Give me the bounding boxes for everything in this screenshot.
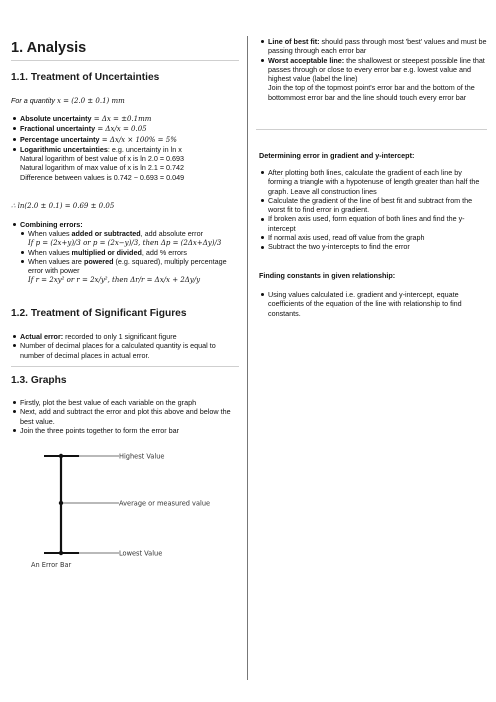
text: Subtract the two y-intercepts to find the error bbox=[268, 242, 410, 252]
point-highest bbox=[59, 454, 63, 458]
list-item bbox=[11, 257, 239, 285]
text: Join the top of the topmost point's error bar and the bottom of the bottommost error bar and the line should touch every error bar bbox=[268, 83, 475, 102]
list-item bbox=[259, 56, 487, 102]
text-bold: added or subtracted bbox=[71, 229, 141, 239]
point-lowest bbox=[59, 551, 63, 555]
list-item bbox=[11, 114, 239, 124]
list-item bbox=[11, 341, 239, 360]
label-highest: Highest Value bbox=[119, 452, 165, 461]
list-item bbox=[11, 220, 239, 285]
text: If normal axis used, read off value from the graph bbox=[268, 233, 425, 243]
quantity-line bbox=[11, 96, 125, 106]
list-item bbox=[11, 407, 239, 426]
text-bold: multiplied or divided bbox=[71, 247, 142, 257]
list-item bbox=[11, 248, 239, 257]
text: the shallowest or steepest possible line that passes through or close to every error bar e.g. lowest value and highest value (label the line) bbox=[268, 55, 485, 84]
combining-list bbox=[11, 220, 239, 285]
uncertainty-list bbox=[11, 114, 239, 182]
list-item bbox=[11, 426, 239, 435]
gradient-list bbox=[259, 168, 487, 252]
sig-fig-list bbox=[11, 332, 239, 360]
subsection-title-uncertainties: 1.1. Treatment of Uncertainties bbox=[11, 72, 160, 83]
text: Join the three points together to form the error bar bbox=[20, 425, 180, 435]
quantity-intro: For a quantity bbox=[11, 96, 57, 105]
combining-label: Combining errors: bbox=[20, 220, 83, 229]
log-rest: : e.g. uncertainty in ln x bbox=[107, 144, 182, 154]
text: , add absolute error bbox=[140, 229, 203, 239]
text: , add % errors bbox=[141, 247, 187, 257]
pct-label: Percentage uncertainty bbox=[20, 134, 100, 144]
text: When values bbox=[28, 229, 72, 239]
lines-list bbox=[259, 37, 487, 102]
text: When values bbox=[28, 247, 72, 257]
add-expr: If p = (2x+y)/3 or p = (2x−y)/3, then Δp = (2Δx+Δy)/3 bbox=[28, 238, 222, 247]
list-item bbox=[11, 145, 239, 182]
frac-expr: = Δx/x = 0.05 bbox=[95, 125, 147, 134]
section-rule bbox=[11, 366, 239, 367]
log-line: Natural logarithm of best value of x is ln 2.0 = 0.693 bbox=[20, 154, 185, 164]
list-item bbox=[259, 196, 487, 215]
text: Calculate the gradient of the line of best fit and subtract from the worst fit to find error in gradient. bbox=[268, 195, 473, 215]
quantity-expr: x = (2.0 ± 0.1) mm bbox=[56, 97, 125, 105]
text: should pass through most 'best' values and must be passing through each error bar bbox=[268, 37, 487, 56]
label-average: Average or measured value bbox=[119, 499, 211, 508]
graphs-list bbox=[11, 398, 239, 435]
list-item bbox=[259, 37, 487, 56]
text: recorded to only 1 significant figure bbox=[63, 332, 177, 341]
label-lowest: Lowest Value bbox=[119, 549, 163, 558]
combining-sublist bbox=[11, 229, 239, 285]
list-item bbox=[259, 242, 487, 251]
list-item bbox=[11, 124, 239, 134]
text: After plotting both lines, calculate the gradient of each line by forming a triangle with a hypotenuse of length greater than half the graph. Leave all construction lines bbox=[268, 168, 480, 196]
list-item bbox=[11, 332, 239, 341]
subsection-title-sig-figs: 1.2. Treatment of Significant Figures bbox=[11, 308, 187, 319]
text: If broken axis used, form equation of both lines and find the y-intercept bbox=[268, 214, 465, 233]
list-item bbox=[259, 168, 487, 196]
text: Firstly, plot the best value of each variable on the graph bbox=[20, 398, 197, 407]
title-rule bbox=[11, 60, 239, 61]
abs-label: Absolute uncertainty bbox=[20, 114, 92, 123]
text: Using values calculated i.e. gradient and y-intercept, equate coefficients of the equation of the line with relationship to find constants. bbox=[268, 290, 462, 318]
pow-expr: If r = 2xy² or r = 2x/y², then Δr/r = Δx/x + 2Δy/y bbox=[28, 275, 201, 284]
section-rule bbox=[256, 129, 487, 130]
log-line: Natural logarithm of max value of x is ln 2.1 = 0.742 bbox=[20, 163, 184, 173]
list-item bbox=[259, 233, 487, 242]
list-item bbox=[11, 229, 239, 248]
log-label: Logarithmic uncertainties bbox=[20, 144, 108, 154]
frac-label: Fractional uncertainty bbox=[20, 124, 96, 134]
text-bold: powered bbox=[83, 257, 114, 267]
sf-label: Actual error: bbox=[20, 332, 64, 341]
list-item bbox=[259, 214, 487, 233]
text: Number of decimal places for a calculated quantity is equal to number of decimal places in actual error. bbox=[20, 341, 216, 360]
list-item bbox=[11, 398, 239, 407]
pct-expr: = Δx/x × 100% = 5% bbox=[99, 135, 177, 144]
log-line: Difference between values is 0.742 − 0.693 = 0.049 bbox=[20, 172, 185, 182]
text: Next, add and subtract the error and plot this above and below the best value. bbox=[20, 407, 231, 426]
worst-line-label: Worst acceptable line: bbox=[268, 55, 345, 65]
diagram-caption: An Error Bar bbox=[31, 561, 72, 569]
text: When values are bbox=[28, 257, 84, 267]
constants-list bbox=[259, 290, 487, 318]
text: (e.g. squared), multiply percentage error with power bbox=[28, 257, 227, 276]
gradient-heading: Determining error in gradient and y-intercept: bbox=[259, 151, 415, 160]
error-bar-diagram bbox=[31, 446, 221, 572]
therefore-line: ∴ ln(2.0 ± 0.1) = 0.69 ± 0.05 bbox=[11, 202, 115, 210]
list-item bbox=[259, 290, 487, 318]
column-divider bbox=[247, 36, 248, 680]
constants-heading: Finding constants in given relationship: bbox=[259, 271, 396, 280]
abs-expr: = Δx = ±0.1mm bbox=[91, 115, 152, 123]
point-average bbox=[59, 501, 63, 505]
section-title-analysis: 1. Analysis bbox=[11, 40, 87, 56]
best-fit-label: Line of best fit: bbox=[268, 37, 320, 46]
list-item bbox=[11, 135, 239, 145]
subsection-title-graphs: 1.3. Graphs bbox=[11, 375, 67, 386]
